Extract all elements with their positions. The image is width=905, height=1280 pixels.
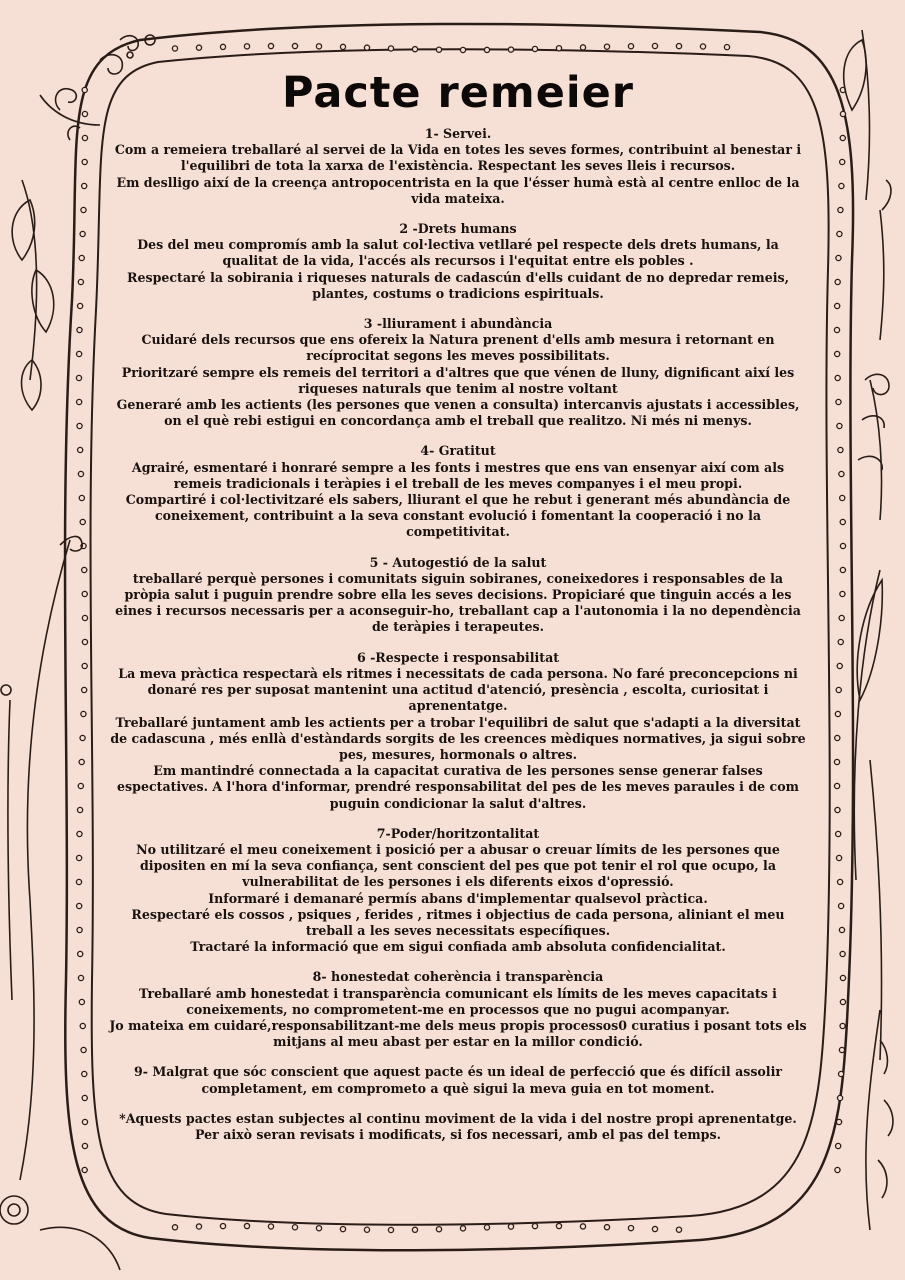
frame-dot: [556, 1223, 561, 1228]
frame-dot: [839, 615, 844, 620]
section-paragraph: Prioritzaré sempre els remeis del territori a d'altres que que vénen de lluny, dignificant així les riqueses naturals que tenim al nostre voltant: [121, 364, 795, 396]
frame-dot: [79, 255, 84, 260]
frame-dot: [82, 159, 87, 164]
frame-dot: [835, 375, 840, 380]
frame-dot: [81, 711, 86, 716]
frame-dot: [196, 45, 201, 50]
section-paragraph: Respectaré la sobirania i riqueses naturals de cadascún d'ells cuidant de no depredar remeis, plantes, costums o tradicions espirituals.: [127, 269, 789, 301]
frame-dot: [77, 351, 82, 356]
frame-dot: [77, 399, 82, 404]
frame-dot: [316, 44, 321, 49]
frame-dot: [340, 44, 345, 49]
frame-dot: [724, 45, 729, 50]
frame-dot: [838, 879, 843, 884]
section-paragraph: Informaré i demanaré permís abans d'implementar qualsevol pràctica.: [208, 890, 708, 906]
frame-dot: [436, 1227, 441, 1232]
frame-dot: [78, 783, 83, 788]
section-paragraph: Des del meu compromís amb la salut col·lectiva vetllaré pel respecte dels drets humans, la qualitat de la vida, l'accés als recursos i l'equitat entre els pobles .: [137, 237, 779, 269]
frame-dot: [172, 1225, 177, 1230]
frame-dot: [834, 759, 839, 764]
pact-section: [108, 1064, 808, 1096]
frame-dot: [82, 183, 87, 188]
section-heading: 4- Gratitut: [420, 443, 496, 459]
frame-dot: [837, 423, 842, 428]
frame-dot: [604, 44, 609, 49]
frame-dot: [364, 45, 369, 50]
section-heading: 5 - Autogestió de la salut: [369, 554, 547, 570]
frame-dot: [835, 1167, 840, 1172]
frame-dot: [835, 303, 840, 308]
frame-dot: [77, 327, 82, 332]
frame-dot: [838, 639, 843, 644]
pact-section: [108, 316, 808, 429]
frame-dot: [82, 687, 87, 692]
frame-dot: [834, 327, 839, 332]
frame-dot: [700, 44, 705, 49]
section-heading: 1- Servei.: [424, 126, 492, 141]
section-paragraph: La meva pràctica respectarà els ritmes i necessitats de cada persona. No faré preconcepcions ni donaré res per suposat mantenint una actitud d'atenció, presència , escolta, curiositat i aprenentatge.: [118, 665, 798, 714]
section-heading: 6 -Respecte i responsabilitat: [356, 649, 560, 665]
pact-section: [108, 555, 808, 636]
frame-dot: [840, 1023, 845, 1028]
frame-dot: [78, 471, 83, 476]
frame-dot: [78, 279, 83, 284]
frame-dot: [77, 927, 82, 932]
frame-dot: [835, 351, 840, 356]
frame-dot: [82, 1167, 87, 1172]
frame-dot: [268, 43, 273, 48]
frame-dot: [80, 231, 85, 236]
frame-dot: [268, 1224, 273, 1229]
frame-dot: [676, 1227, 681, 1232]
frame-dot: [508, 1224, 513, 1229]
frame-dot: [628, 1226, 633, 1231]
frame-dot: [838, 1071, 843, 1076]
frame-dot: [837, 1095, 842, 1100]
frame-dot: [836, 855, 841, 860]
pact-section: [108, 650, 808, 812]
frame-dot: [676, 44, 681, 49]
frame-dot: [78, 447, 83, 452]
frame-dot: [838, 207, 843, 212]
frame-dot: [836, 255, 841, 260]
section-heading: 3 -lliurament i abundància: [363, 316, 553, 332]
pact-section: [108, 221, 808, 302]
frame-dot: [76, 879, 81, 884]
frame-dot: [556, 46, 561, 51]
section-paragraph: Generaré amb les actients (les persones que venen a consulta) intercanvis ajustats i accessibles, on el què rebi estigui en concordança amb el treball que realitzo. Ni més ni menys.: [116, 397, 800, 429]
frame-dot: [82, 663, 87, 668]
frame-dot: [839, 183, 844, 188]
frame-dot: [460, 1226, 465, 1231]
frame-dot: [388, 46, 393, 51]
left-leaf-branch: [12, 180, 54, 410]
frame-dot: [838, 447, 843, 452]
pact-section: [108, 126, 808, 207]
frame-dot: [79, 759, 84, 764]
frame-dot: [77, 807, 82, 812]
section-paragraph: Em mantindré connectada a la capacitat curativa de les persones sense generar falses espectatives. A l'hora d'informar, prendré responsabilitat del pes de les meves paraules i de com puguin condicionar la salut d'altres.: [117, 763, 799, 811]
frame-dot: [82, 1119, 87, 1124]
frame-dot: [436, 47, 441, 52]
section-paragraph: Com a remeiera treballaré al servei de la Vida en totes les seves formes, contribuint al benestar i l'equilibri de tota la xarxa de l'existència. Respectant les seves lleis i recursos.: [114, 142, 802, 174]
frame-dot: [580, 1224, 585, 1229]
frame-dot: [652, 1226, 657, 1231]
frame-dot: [244, 44, 249, 49]
footnote-line: *Aquests pactes estan subjectes al continu moviment de la vida i del nostre propi aprenentatge.: [119, 1110, 797, 1126]
frame-dot: [836, 831, 841, 836]
frame-dot: [82, 615, 87, 620]
frame-dot: [76, 375, 81, 380]
frame-dot: [839, 927, 844, 932]
section-paragraph: Em deslligo així de la creença antropocentrista en la que l'ésser humà està al centre enlloc de la vida mateixa.: [116, 174, 800, 206]
frame-dot: [837, 663, 842, 668]
frame-dot: [840, 111, 845, 116]
frame-dot: [835, 807, 840, 812]
frame-dot: [82, 1071, 87, 1076]
frame-dot: [82, 591, 87, 596]
left-stems: [0, 536, 120, 1270]
section-paragraph: Cuidaré dels recursos que ens ofereix la Natura prenent d'ells amb mesura i retornant en recíprocitat segons les meves possibilitats.: [141, 332, 775, 364]
section-paragraph: Respectaré els cossos , psiques , ferides , ritmes i objectius de cada persona, aliniant el meu treball a les seves necessitats específiques.: [131, 906, 785, 938]
frame-dot: [79, 495, 84, 500]
frame-dot: [388, 1227, 393, 1232]
frame-dot: [840, 999, 845, 1004]
frame-dot: [220, 44, 225, 49]
frame-dot: [80, 1023, 85, 1028]
frame-dot: [840, 495, 845, 500]
frame-dot: [412, 1227, 417, 1232]
frame-dot: [220, 1223, 225, 1228]
pact-section: [108, 826, 808, 956]
frame-dot: [292, 1225, 297, 1230]
footnote-line: Per això seran revisats i modificats, si fos necessari, amb el pas del temps.: [195, 1126, 721, 1142]
frame-dot: [80, 519, 85, 524]
frame-dot: [484, 47, 489, 52]
frame-dot: [840, 519, 845, 524]
section-heading: 7-Poder/horitzontalitat: [376, 825, 540, 841]
section-paragraph: Agrairé, esmentaré i honraré sempre a les fonts i mestres que ens van ensenyar així com als remeis tradicionals i teràpies i el treball de les meves companyes i el meu propi.: [131, 459, 785, 491]
frame-dot: [840, 135, 845, 140]
frame-dot: [836, 1143, 841, 1148]
frame-dot: [508, 47, 513, 52]
frame-dot: [82, 1143, 87, 1148]
section-paragraph: No utilitzaré el meu coneixement i posició per a abusar o creuar límits de les persones que dipositen en mí la seva confiança, sent conscient del pes que pot tenir el rol que ocupo, la vulnerabilitat de les persones i els diferents eixos d'opressió.: [136, 841, 780, 890]
frame-dot: [836, 399, 841, 404]
frame-dot: [82, 135, 87, 140]
frame-dot: [82, 639, 87, 644]
frame-dot: [196, 1224, 201, 1229]
section-paragraph: Compartiré i col·lectivitzaré els sabers, lliurant el que he rebut i generant més abundància de coneixement, contribuint a la seva constant evolució i fomentant la cooperació i no la competitivitat.: [125, 492, 791, 540]
frame-dot: [82, 1095, 87, 1100]
pact-section: [108, 443, 808, 540]
frame-dot: [82, 111, 87, 116]
frame-dot: [835, 735, 840, 740]
frame-dot: [82, 567, 87, 572]
frame-dot: [412, 47, 417, 52]
frame-dot: [78, 303, 83, 308]
section-heading: 2 -Drets humans: [399, 221, 517, 237]
frame-dot: [840, 951, 845, 956]
frame-dot: [840, 159, 845, 164]
frame-dot: [840, 975, 845, 980]
frame-dot: [80, 735, 85, 740]
frame-dot: [834, 783, 839, 788]
pact-document: [108, 68, 808, 1143]
frame-dot: [580, 45, 585, 50]
frame-dot: [77, 423, 82, 428]
section-paragraph: Treballaré juntament amb les actients per a trobar l'equilibri de salut que s'adapti a la diversitat de cadascuna , més enllà d'estàndards sorgits de les creences mèdiques normatives, ja sigui sobre pes, mesures, hormonals o altres.: [110, 714, 806, 762]
frame-dot: [77, 855, 82, 860]
frame-dot: [836, 1119, 841, 1124]
frame-dot: [839, 903, 844, 908]
frame-dot: [835, 711, 840, 716]
page-title: Pacte remeier: [281, 68, 634, 118]
section-paragraph: treballaré perquè persones i comunitats siguin sobiranes, coneixedores i responsables de la pròpia salut i puguin prendre sobre ella les seves decisions. Propiciaré que tinguin accés a les eines i recursos necessaris per a aconseguir-ho, treballant cap a l'autonomia i la no dependència de teràpies i terapeutes.: [115, 570, 801, 635]
frame-dot: [78, 975, 83, 980]
frame-dot: [81, 207, 86, 212]
frame-dot: [340, 1226, 345, 1231]
frame-dot: [460, 47, 465, 52]
frame-dot: [837, 231, 842, 236]
section-paragraph: Tractaré la informació que em sigui confiada amb absoluta confidencialitat.: [190, 939, 726, 955]
section-heading: 8- honestedat coherència i transparència: [312, 969, 604, 985]
frame-dot: [79, 999, 84, 1004]
frame-dot: [628, 44, 633, 49]
pact-section: [108, 969, 808, 1050]
frame-dot: [840, 543, 845, 548]
frame-dot: [484, 1225, 489, 1230]
frame-dot: [840, 591, 845, 596]
frame-dot: [82, 87, 87, 92]
frame-dot: [532, 46, 537, 51]
footnote: [108, 1111, 808, 1143]
frame-dot: [652, 43, 657, 48]
frame-dot: [364, 1227, 369, 1232]
section-paragraph: Jo mateixa em cuidaré,responsabilitzant-me dels meus propis processos0 curatius i posant tots els mitjans al meu abast per estar en la millor condició.: [109, 1017, 807, 1050]
frame-dot: [840, 567, 845, 572]
section-paragraph: Treballaré amb honestedat i transparència comunicant els límits de les meves capacitats i coneixements, no comprometent-me en processos que no pugui acompanyar.: [139, 985, 777, 1017]
frame-dot: [81, 1047, 86, 1052]
sections-container: [108, 126, 808, 1097]
frame-dot: [839, 1047, 844, 1052]
section-paragraph: 9- Malgrat que sóc conscient que aquest pacte és un ideal de perfecció que és difícil assolir completament, em comprometo a què sigui la meva guia en tot moment.: [133, 1064, 783, 1096]
frame-dot: [839, 471, 844, 476]
frame-dot: [836, 687, 841, 692]
frame-dot: [835, 279, 840, 284]
frame-dot: [77, 831, 82, 836]
frame-dot: [78, 951, 83, 956]
frame-dot: [244, 1223, 249, 1228]
frame-dot: [77, 903, 82, 908]
frame-dot: [532, 1223, 537, 1228]
frame-dot: [316, 1226, 321, 1231]
frame-dot: [604, 1225, 609, 1230]
frame-dot: [172, 46, 177, 51]
frame-dot: [292, 43, 297, 48]
